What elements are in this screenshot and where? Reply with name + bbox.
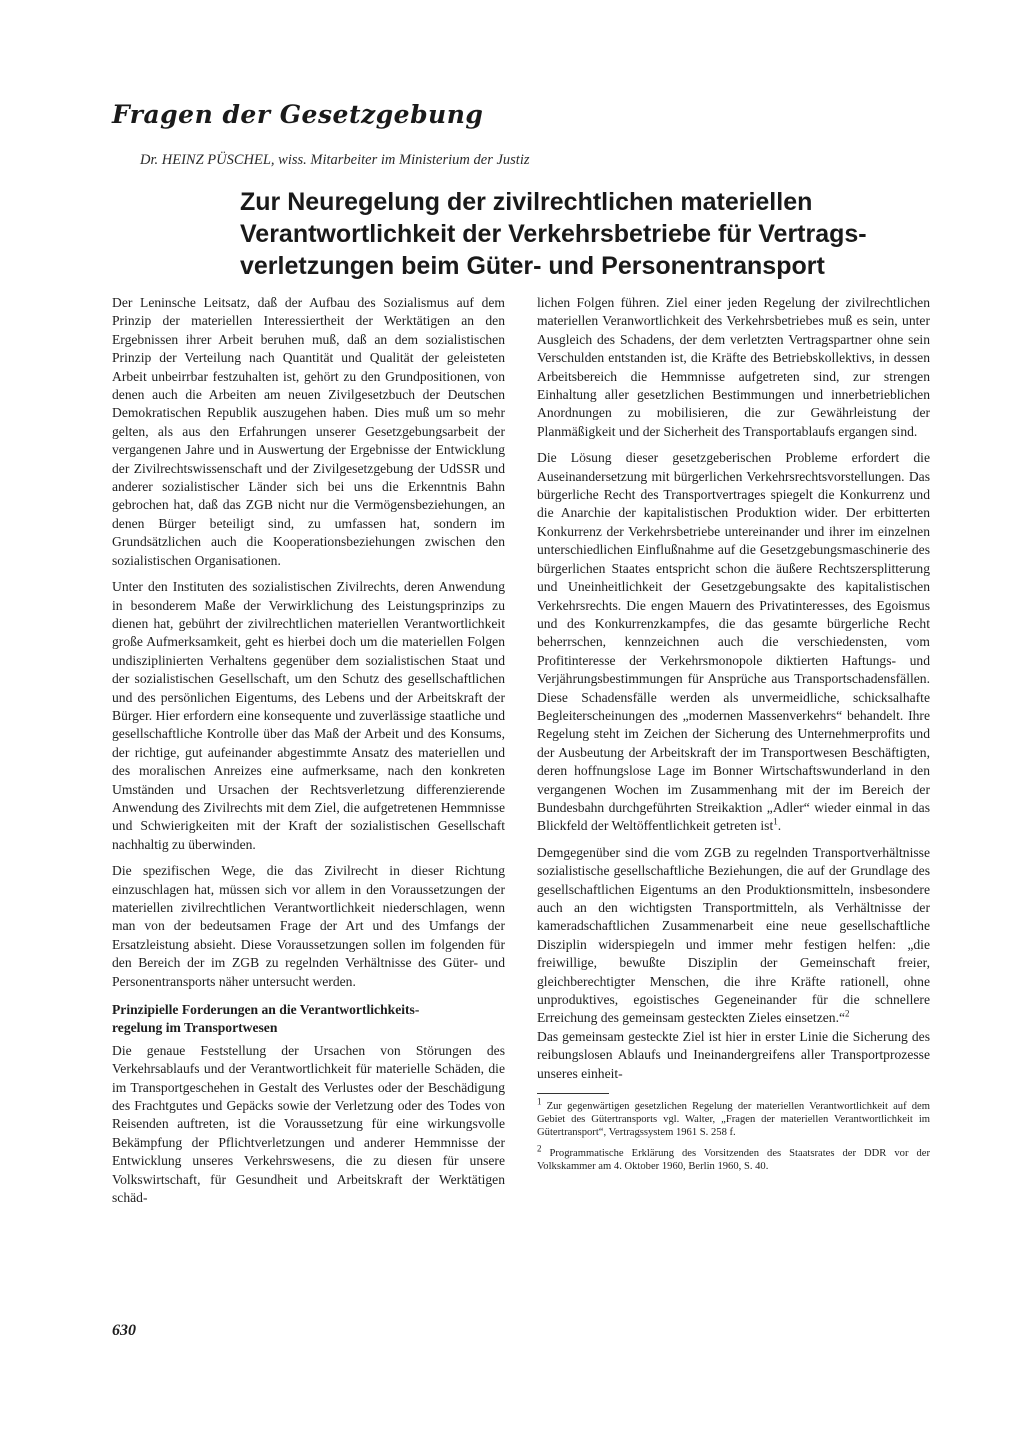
subheading-line: Prinzipielle Forderungen an die Verantwortlichkeits- xyxy=(112,1002,420,1018)
body-paragraph: Der Leninsche Leitsatz, daß der Aufbau des Sozialismus auf dem Prinzip der materiellen Interessiertheit der Werktätigen an den Ergebnissen ihrer Arbeit beruhen muß, daß an dem sozialistischen Prinzip der Verteilung nach Quantität und Qualität der geleisteten Arbeit unbeirrbar festzuhalten ist, gehört zu den Grundpositionen, von denen auch die Arbeiten am neuen Zivilgesetzbuch der Deutschen Demokratischen Republik auszugehen haben. Dies muß um so mehr gelten, als aus den Erfahrungen unserer Gesetzgebungsarbeit der vergangenen Jahre und in Auswertung der Ergebnisse der Entwicklung der Zivilrechtswissenschaft und der Zivilgesetzgebung der UdSSR und anderer sozialistischer Länder sich bei uns die Erkenntnis Bahn gebrochen hat, daß das ZGB nicht nur die Vermögensbeziehungen, an denen Bürger beteiligt sind, zu umfassen hat, sondern im Grundsätzlichen auch die Kooperationsbeziehungen zwischen den sozialistischen Organisationen. xyxy=(112,295,505,568)
right-column xyxy=(537,294,930,1181)
page-number: 630 xyxy=(112,1322,136,1339)
footnote-ref: 2 xyxy=(845,1008,850,1019)
footnote xyxy=(537,1096,930,1139)
footnote-text: Zur gegenwärtigen gesetzlichen Regelung der materiellen Verantwortlichkeit auf dem Gebiet des Gütertransports vgl. Walter, „Fragen der materiellen Verantwortlichkeit im Gütertransport“, Vertragssystem 1961 S. 258 f. xyxy=(537,1101,930,1139)
footnote xyxy=(537,1143,930,1173)
footnote-mark: 2 xyxy=(537,1143,542,1154)
left-column xyxy=(112,294,505,1216)
body-paragraph xyxy=(537,844,930,1028)
byline: Dr. HEINZ PÜSCHEL, wiss. Mitarbeiter im Ministerium der Justiz xyxy=(140,152,530,168)
article-title xyxy=(240,186,940,282)
paragraph-text: Demgegenüber sind die vom ZGB zu regelnden Transportverhältnisse sozialistische gesellschaftliche Beziehungen, die auf der Grundlage des gesellschaftlichen Eigentums an den Produktionsmitteln, insbesondere auch an den wichtigsten Transportmitteln, als Verhältnisse der kameradschaftlichen Zusammenarbeit eine neue gesellschaftliche Disziplin widerspiegeln und immer mehr festigen helfen: „die freiwillige, bewußte Disziplin der Gemeinschaft freier, gleichberechtigter Menschen, die ihre Kräfte rationell, ohne unproduktives, egoistisches Gegeneinander für die schnellere Erreichung des gemeinsam gesteckten Zieles einsetzen.“ xyxy=(537,844,930,1026)
section-heading: Fragen der Gesetzgebung xyxy=(112,100,484,129)
footnote-rule xyxy=(537,1093,609,1094)
title-line: Zur Neuregelung der zivilrechtlichen materiellen xyxy=(240,188,813,216)
footnote-text: Programmatische Erklärung des Vorsitzenden des Staatsrates der DDR vor der Volkskammer am 4. Oktober 1960, Berlin 1960, S. 40. xyxy=(537,1148,930,1173)
body-paragraph: Das gemeinsam gesteckte Ziel ist hier in erster Linie die Sicherung des reibungslosen Ablaufs und Ineinandergreifens aller Transportprozesse unseres einheit- xyxy=(537,1028,930,1081)
footnote-mark: 1 xyxy=(537,1096,542,1107)
paragraph-text: Die Lösung dieser gesetzgeberischen Probleme erfordert die Auseinandersetzung mit bürgerlichen Verkehrsrechtsvorstellungen. Das bürgerliche Recht des Transportvertrages spiegelt die Konkurrenz und die Anarchie der kapitalistischen Produktion wider. Der erbitterten Konkurrenz der Verkehrsbetriebe untereinander und ihrer im einzelnen unterschiedlichen Einflußnahme auf die Gesetzgebungsmaschinerie des bürgerlichen Staates entspricht schon die äußere Rechtszersplitterung und Uneinheitlichkeit der Gesetzgebungsakte des kapitalistischen Verkehrsrechts. Die engen Mauern des Privatinteresses, des Egoismus und des Konkurrenzkampfes, die das gesamte bürgerliche Recht beherrschen, kennzeichnen auch die verschiedensten, vom Profitinteresse der Verkehrsmonopole diktierten Haftungs- und Verjährungsbestimmungen für Ansprüche aus Transportschadensfällen. Diese Schadensfälle werden als unvermeidliche, schicksalhafte Begleiterscheinungen des „modernen Massenverkehrs“ behandelt. Ihre Regelung steht im Zeichen der Sicherung des Unternehmerprofits und der Ausbeutung der Arbeitskraft der im Transportwesen Beschäftigten, deren hoffnungslose Lage im Bonner Wirtschaftswunderland in den vergangenen Wochen im Zusammenhang mit der im Bereich der Bundesbahn durchgeführten Streikaktion „Adler“ wieder einmal in das Blickfeld der Weltöffentlichkeit getreten ist xyxy=(537,450,930,834)
subheading-line: regelung im Transportwesen xyxy=(112,1020,278,1036)
body-paragraph: lichen Folgen führen. Ziel einer jeden Regelung der zivilrechtlichen materiellen Veranwortlichkeit des Verkehrsbetriebes muß es sein, unter Ausgleich des Schadens, der dem verletzten Vertragspartner ohne sein Verschulden entstanden ist, die Kräfte des Betriebskollektivs, in dessen Arbeitsbereich die Hemmnisse aufgetreten sind, zur strengen Einhaltung aller gesetzlichen Bestimmungen und innerbetrieblichen Anordnungen zu mobilisieren, die zur Gewährleistung der Planmäßigkeit und der Sicherheit des Transportablaufs ergangen sind. xyxy=(537,295,930,439)
body-paragraph: Die Lösung dieser gesetzgeberischen Probleme erfordert die Auseinandersetzung mit bürgerlichen Verkehrsrechtsvorstellungen. Das bürgerliche Recht des Transportvertrages spiegelt die Konkurrenz und die Anarchie der kapitalistischen Produktion wider. Der erbitterten Konkurrenz der Verkehrsbetriebe untereinander und ihrer im einzelnen unterschiedlichen Einflußnahme auf die Gesetzgebungsmaschinerie des bürgerlichen Staates entspricht schon die äußere Rechtszersplitterung und Uneinheitlichkeit der Gesetzgebungsakte des kapitalistischen Verkehrsrechts. Die engen Mauern des Privatinteresses, des Egoismus und des Konkurrenzkampfes, die das gesamte bürgerliche Recht beherrschen, kennzeichnen auch die verschiedensten, vom Profitinteresse der Verkehrsmonopole diktierten Haftungs- und Verjährungsbestimmungen für Ansprüche aus Transportschadensfällen. Diese Schadensfälle werden als unvermeidliche, schicksalhafte Begleiterscheinungen des „modernen Massenverkehrs“ behandelt. Ihre Regelung steht im Zeichen der Sicherung des Unternehmerprofits und der Ausbeutung der Arbeitskraft der im Transportwesen Beschäftigten, deren hoffnungslose Lage im Bonner Wirtschaftswunderland in den vergangenen Wochen im Zusammenhang mit der im Bereich der Bundesbahn durchgeführten Streikaktion „Adler“ wieder einmal in das Blickfeld der Weltöffentlichkeit getreten ist$^1$. xyxy=(537,450,930,834)
title-line: verletzungen beim Güter- und Personentransport xyxy=(240,252,825,280)
body-paragraph: Die spezifischen Wege, die das Zivilrecht in dieser Richtung einzuschlagen hat, müssen sich vor allem in den Voraussetzungen der materiellen zivilrechtlichen Verantwortlichkeit niederschlagen, wenn man von der bedeutsamen Frage der Art und des Umfangs der Ersatzleistung absieht. Diese Voraussetzungen sollen im folgenden für den Bereich der im ZGB zu regelnden Verhältnisse des Güter- und Personentransports näher untersucht werden. xyxy=(112,863,505,989)
subheading xyxy=(112,1001,505,1038)
title-line: Verantwortlichkeit der Verkehrsbetriebe für Vertrags- xyxy=(240,220,867,248)
body-paragraph: Die genaue Feststellung der Ursachen von Störungen des Verkehrsablaufs und der Verantwortlichkeit für materielle Schäden, die im Transportgeschehen in Gestalt des Verlustes oder der Beschädigung des Frachtgutes und Gepäcks sowie der Verletzung oder des Todes von Reisenden auftreten, ist die Voraussetzung für eine wirkungsvolle Bekämpfung der Pflichtverletzungen und anderer Hemmnisse der Entwicklung unseres Verkehrswesens, die zu diesen für unsere Volkswirtschaft, für Gesundheit und Arbeitskraft der Werktätigen schäd- xyxy=(112,1042,505,1206)
body-paragraph: Unter den Instituten des sozialistischen Zivilrechts, deren Anwendung in besonderem Maße der Verwirklichung des Leistungsprinzips zu dienen hat, gebührt der zivilrechtlichen materiellen Verantwortlichkeit große Aufmerksamkeit, geht es hierbei doch um die materiellen Folgen undisziplinierten Verhaltens gegenüber dem sozialistischen Staat und der sozialistischen Gesellschaft, um den Schutz des gesellschaftlichen und des persönlichen Eigentums, des Lebens und der Arbeitskraft der Bürger. Hier erfordern eine konsequente und zuverlässige staatliche und gesellschaftliche Kontrolle über das Maß der Arbeit und des Konsums, der richtige, gut aufeinander abgestimmte Ansatz des materiellen und des moralischen Anreizes eine aufmerksame, nach den konkreten Umständen und Ursachen der Rechtsverletzung differenzierende Anwendung des Zivilrechts mit dem Ziel, die aufgetretenen Hemmnisse und Schwierigkeiten mit der Kraft der sozialistischen Gesellschaft nachhaltig zu überwinden. xyxy=(112,579,505,852)
footnote-ref: 1 xyxy=(773,816,778,827)
